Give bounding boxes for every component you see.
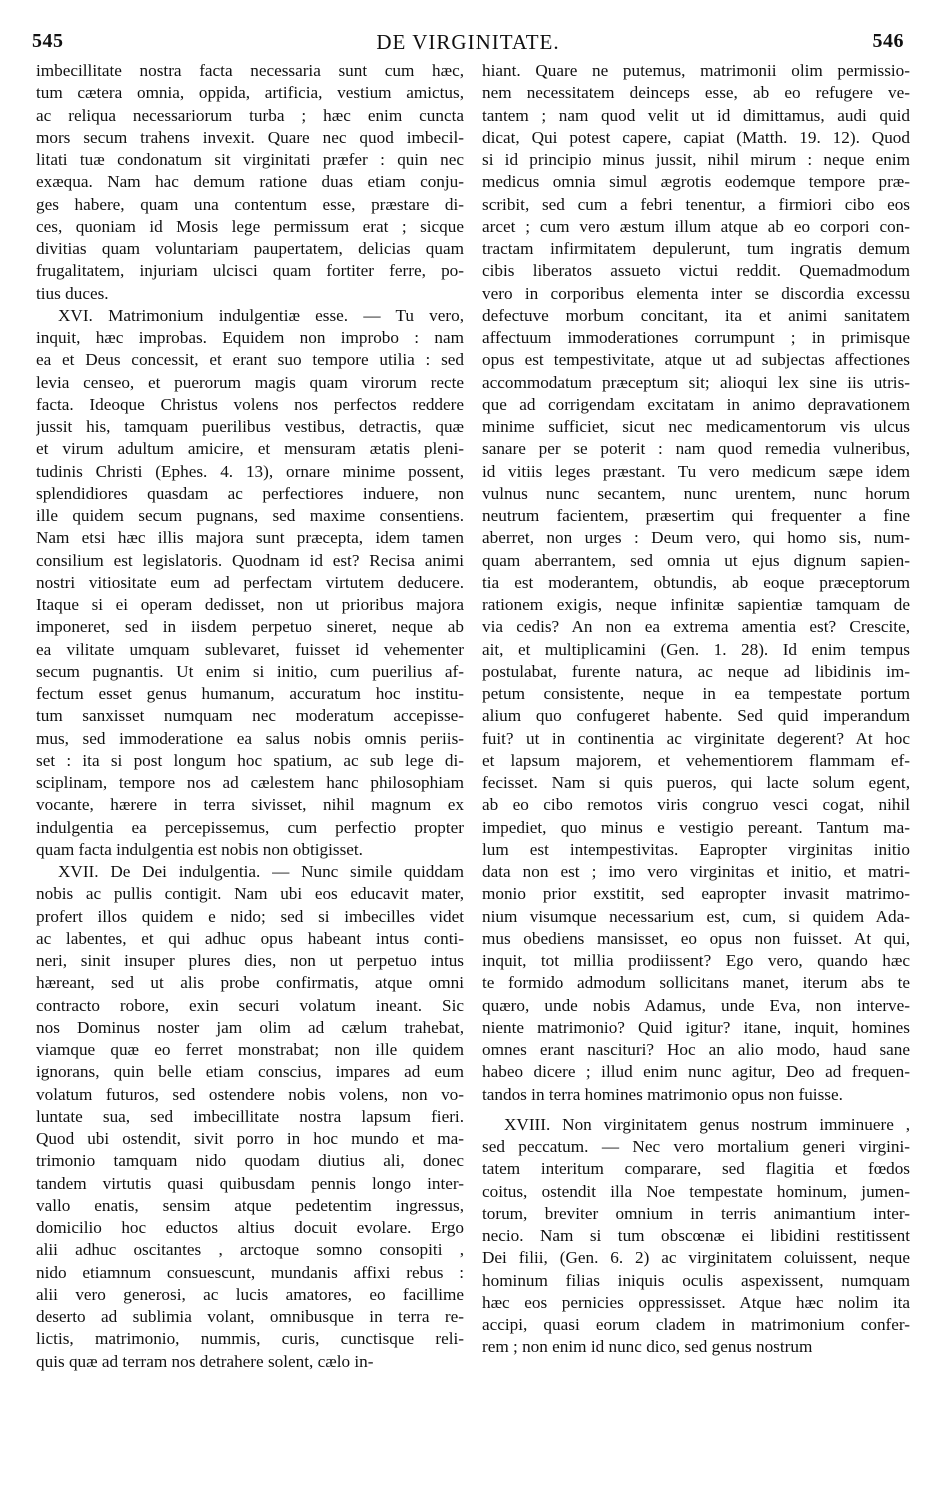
text-line: si id principio minus jussit, nihil mirum : neque enim <box>482 150 910 169</box>
right-text-column <box>482 60 910 1359</box>
text-line: arcet ; cum vero æstum illum atque ab eo corpori con- <box>482 216 910 236</box>
text-line: XVI. Matrimonium indulgentiæ esse. — Tu vero, <box>58 305 464 325</box>
text-line: tatem interitum comparare, sed flagitia et fœdos <box>482 1159 910 1179</box>
text-line: Quod ubi ostendit, sivit porro in hoc mundo et ma- <box>36 1129 464 1148</box>
text-line: et virum adultum amicire, et mensuram ætatis pleni- <box>36 439 464 459</box>
text-line: affectuum immoderationes corrumpunt ; in primisque <box>482 328 910 347</box>
text-line: sciplinam, tempore nos ad cælestem hanc philosophiam <box>36 773 464 792</box>
text-line: indulgentia ea percepissemus, cum perfectio propter <box>36 817 464 837</box>
text-line: tia est moderantem, obtundis, ab eoque præceptorum <box>482 572 910 592</box>
text-line: torum, breviter omnium in terris animantium inter- <box>482 1203 910 1223</box>
text-line: set : ita si post longum hoc spatium, ac sub lege di- <box>36 750 464 770</box>
running-header <box>32 30 904 58</box>
text-line: deserto ad sublimia volant, omnibusque in terra re- <box>36 1307 464 1326</box>
text-line: ignorans, quin belle etiam conscius, impares ad eum <box>36 1062 464 1082</box>
text-line: coitus, ostendit illa Noe tempestate hominum, jumen- <box>482 1181 910 1201</box>
text-line: luntate sua, sed imbecillitate nostra lapsum fieri. <box>36 1106 464 1126</box>
text-line: inquit, hæc improbas. Equidem non improbo : nam <box>36 328 464 347</box>
text-line: nium visumque necessarium est, cum, si quidem Ada- <box>482 906 910 926</box>
text-line: accipi, quasi eorum cladem in matrimonium confer- <box>482 1315 910 1334</box>
text-line: divitias quam voluntariam paupertatem, delicias quam <box>36 239 464 258</box>
text-line: que ad corrigendam excitatam in animo depravationem <box>482 394 910 414</box>
paragraph-gap <box>482 1106 910 1114</box>
text-line: contracto robore, exin securi volatum ineant. Sic <box>36 995 464 1015</box>
text-line: alii adhuc oscitantes , arctoque somno consopiti , <box>36 1240 464 1260</box>
text-line: Itaque si ei operam dedisset, non ut prioribus majora <box>36 595 464 614</box>
left-page-number: 545 <box>32 30 64 52</box>
text-line: alii vero generosi, ac lucis amatores, eo facillime <box>36 1284 464 1304</box>
text-line: ait, et multiplicamini (Gen. 1. 28). Id enim tempus <box>482 639 910 659</box>
text-line: scribit, sed cum a febri tenentur, a firmiori cibo eos <box>482 194 910 214</box>
text-line: nostri vitiositate eum ad perfectam virtutem deducere. <box>36 572 464 592</box>
text-line: fuit? ut in continentia ac virginitate degerent? At hoc <box>482 728 910 748</box>
text-line: hiant. Quare ne putemus, matrimonii olim permissio- <box>482 61 910 80</box>
text-line: defectuve morbum concitant, ita et animi sanitatem <box>482 305 910 325</box>
text-line: litati tuæ condonatum sit virginitati præfer : quin nec <box>36 150 464 169</box>
text-line: tudinis Christi (Ephes. 4. 13), ornare minime possent, <box>36 461 464 481</box>
text-line: tius duces. <box>36 283 109 303</box>
text-line: profert illos quidem e nido; sed si imbecilles videt <box>36 906 464 926</box>
text-line: frugalitatem, injuriam ulcisci quam fortiter ferre, po- <box>36 261 464 281</box>
text-line: vulnus nunc secantem, nunc urentem, nunc horum <box>482 483 910 503</box>
text-line: Nam etsi hæc illis majora sunt præcepta, idem tamen <box>36 528 464 548</box>
text-line: Dei filii, (Gen. 6. 2) ac virginitatem coluissent, neque <box>482 1248 910 1268</box>
text-line: opus est tempestivitate, atque ut ad subjectas affectiones <box>482 350 910 370</box>
text-line: vallo enatis, sensim atque pedetentim ingressus, <box>36 1195 464 1215</box>
text-line: hæreant, sed ut alis probe confirmatis, atque omni <box>36 973 464 993</box>
text-line: ea vilitate umquam sublevaret, fuisset id vehementer <box>36 639 464 659</box>
text-line: habeo dicere ; illud enim nunc agitur, Deo ad frequen- <box>482 1062 910 1082</box>
text-line: te formido admodum sollicitans manet, iterum abs te <box>482 973 910 993</box>
text-line: secum pugnantis. Ut enim si initio, cum puerilius af- <box>36 661 464 681</box>
text-line: neri, sinit insuper plures dies, non ut perpetuo intus <box>36 951 464 970</box>
text-line: inquit, tot millia prodiissent? Ego vero, quando hæc <box>482 951 910 970</box>
text-line: tandos in terra homines matrimonio opus non fuisse. <box>482 1084 843 1104</box>
text-line: volatum futuros, sed ostendere nobis volens, non vo- <box>36 1084 464 1104</box>
text-line: imbecillitate nostra facta necessaria sunt cum hæc, <box>36 61 464 80</box>
text-line: tractam infirmitatem depulerunt, tum ingratis demum <box>482 239 910 258</box>
text-line: tum sanxisset numquam nec moderatum accepisse- <box>36 706 464 726</box>
text-line: tandem virtutis quasi quibusdam pennis longo inter- <box>36 1173 464 1193</box>
text-line: minime sufficiet, sicut nec medicamentorum vis ulcus <box>482 417 910 436</box>
text-line: necio. Nam si tum obscœnæ ei libidini restitissent <box>482 1226 910 1245</box>
text-line: domicilio hoc eductos altius docuit evolare. Ergo <box>36 1218 464 1237</box>
text-line: monio prior exstitit, sed eapropter invasit matrimo- <box>482 884 910 904</box>
text-line: ab eo cibo remotos viris congruo vesci cogat, nihil <box>482 795 910 815</box>
text-line: viamque quæ eo ferret monstrabat; non ille quidem <box>36 1040 464 1059</box>
text-line: quæro, unde nobis Adamus, unde Eva, non interve- <box>482 995 910 1015</box>
text-line: neutrum facientem, præsertim qui frequenter a fine <box>482 506 910 525</box>
text-line: ges habere, quam una contentum esse, præstare di- <box>36 194 464 214</box>
text-line: fectum esset genus humanum, accuratum hoc institu- <box>36 684 464 703</box>
left-text-column <box>36 60 464 1373</box>
text-line: medicus omnia simul ægrotis eodemque tempore præ- <box>482 172 910 192</box>
text-line: id vitiis leges præstant. Tu vero medicum sæpe idem <box>482 461 910 481</box>
running-title: DE VIRGINITATE. <box>376 30 560 54</box>
text-line: quam facta indulgentia est nobis non obtigisset. <box>36 839 363 859</box>
text-line: rationem exigis, neque infinitæ sapientiæ tamquam de <box>482 595 910 614</box>
text-line: nos Dominus noster jam olim ad cælum trahebat, <box>36 1017 464 1037</box>
text-line: sanare per se poterit : nam quod remedia vulneribus, <box>482 439 910 459</box>
text-line: consilium est legislatoris. Quodnam id est? Recisa animi <box>36 550 464 570</box>
text-line: imponeret, sed in iisdem perpetuo sineret, neque ab <box>36 617 464 637</box>
text-line: jussit his, tamquam puerilibus vestibus, detractis, quæ <box>36 417 464 436</box>
text-line: vero in corporibus elementa inter se discordia excessu <box>482 283 910 303</box>
text-line: ea et Deus concessit, et erant suo tempore utilia : sed <box>36 350 464 370</box>
text-line: cibis liberatos assueto victui reddit. Quemadmodum <box>482 261 910 281</box>
text-line: et lapsum majorem, et vehementiorem flammam ef- <box>482 750 910 770</box>
text-line: vocante, hærere in terra sivisset, nihil magnum ex <box>36 795 464 815</box>
text-line: levia censeo, et puerorum magis quam virorum recte <box>36 372 464 392</box>
text-line: XVII. De Dei indulgentia. — Nunc simile quiddam <box>58 862 464 881</box>
text-line: XVIII. Non virginitatem genus nostrum imminuere , <box>504 1114 910 1134</box>
text-line: data non est ; imo vero virginitas et initio, et matri- <box>482 862 910 881</box>
text-line: ille quidem secum pugnans, sed maxime consentiens. <box>36 506 464 525</box>
text-line: rem ; non enim id nunc dico, sed genus nostrum <box>482 1337 813 1357</box>
text-line: splendidiores quasdam ac perfectiores induere, non <box>36 483 464 503</box>
text-line: hæc eos pernicies oppressisset. Atque hæc nolim ita <box>482 1292 910 1312</box>
text-line: petum consistente, neque in ea tempestate portum <box>482 684 910 703</box>
text-line: mors secum trahens invexit. Quare nec quod imbecil- <box>36 127 464 147</box>
text-line: niente matrimonio? Quid igitur? itane, inquit, homines <box>482 1017 910 1037</box>
text-line: ac reliqua necessariorum turba ; hæc enim cuncta <box>36 105 464 125</box>
text-line: mus obediens mansisset, eo opus non fuisset. At qui, <box>482 928 910 948</box>
text-line: nem necessitatem deinceps esse, ab eo refugere ve- <box>482 83 910 103</box>
text-line: alium quo confugeret habente. Sed quid imperandum <box>482 706 910 726</box>
text-line: trimonio tamquam nido quodam diutius ali, donec <box>36 1151 464 1171</box>
text-line: fecisset. Nam si quis pueros, qui lacte solum egent, <box>482 773 910 792</box>
text-line: via cedis? An non ea extrema amentia est? Crescite, <box>482 617 910 637</box>
text-line: mus, sed immoderatione ea salus nobis omnis periis- <box>36 728 464 748</box>
text-line: aberret, non urges : Deum vero, qui homo sis, num- <box>482 528 910 548</box>
text-line: nobis ac pullis contigit. Nam ubi eos educavit mater, <box>36 884 464 904</box>
text-line: postulabat, furente natura, ac neque ad libidinis im- <box>482 661 910 681</box>
text-line: impediet, quo minus e vestigio pereant. Tantum ma- <box>482 817 910 837</box>
text-line: quam aberrantem, sed omnia ut ejus dignum sapien- <box>482 550 910 570</box>
text-line: lum est intempestivitas. Eapropter virginitas initio <box>482 839 910 859</box>
text-line: sed peccatum. — Nec vero mortalium generi virgini- <box>482 1137 910 1156</box>
right-page-number: 546 <box>872 30 904 52</box>
text-line: quis quæ ad terram nos detrahere solent, cælo in- <box>36 1351 374 1371</box>
text-line: omnes erant nascituri? Hoc an alio modo, haud sane <box>482 1040 910 1059</box>
text-line: dicat, Qui potest capere, capiat (Matth. 19. 12). Quod <box>482 127 910 147</box>
text-line: facta. Ideoque Christus volens nos perfectos reddere <box>36 394 464 414</box>
text-line: ac labentes, et qui adhuc opus habeant intus conti- <box>36 928 464 948</box>
text-line: ces, quoniam id Mosis lege permissum erat ; sicque <box>36 216 464 236</box>
text-line: exæqua. Nam hac demum ratione duas etiam conju- <box>36 172 464 192</box>
text-line: hominum filias iniquis oculis aspexissent, numquam <box>482 1270 910 1290</box>
text-line: accommodatum præceptum sit; alioqui lex sine iis utris- <box>482 372 910 392</box>
text-line: tum cætera omnia, oppida, artificia, vestium amictus, <box>36 83 464 103</box>
text-line: nido etiamnum consuescunt, mundanis affixi rebus : <box>36 1262 464 1282</box>
text-line: tantem ; nam quod velit ut id dimittamus, audi quid <box>482 105 910 125</box>
text-line: lictis, matrimonio, nummis, curis, cunctisque reli- <box>36 1329 464 1349</box>
